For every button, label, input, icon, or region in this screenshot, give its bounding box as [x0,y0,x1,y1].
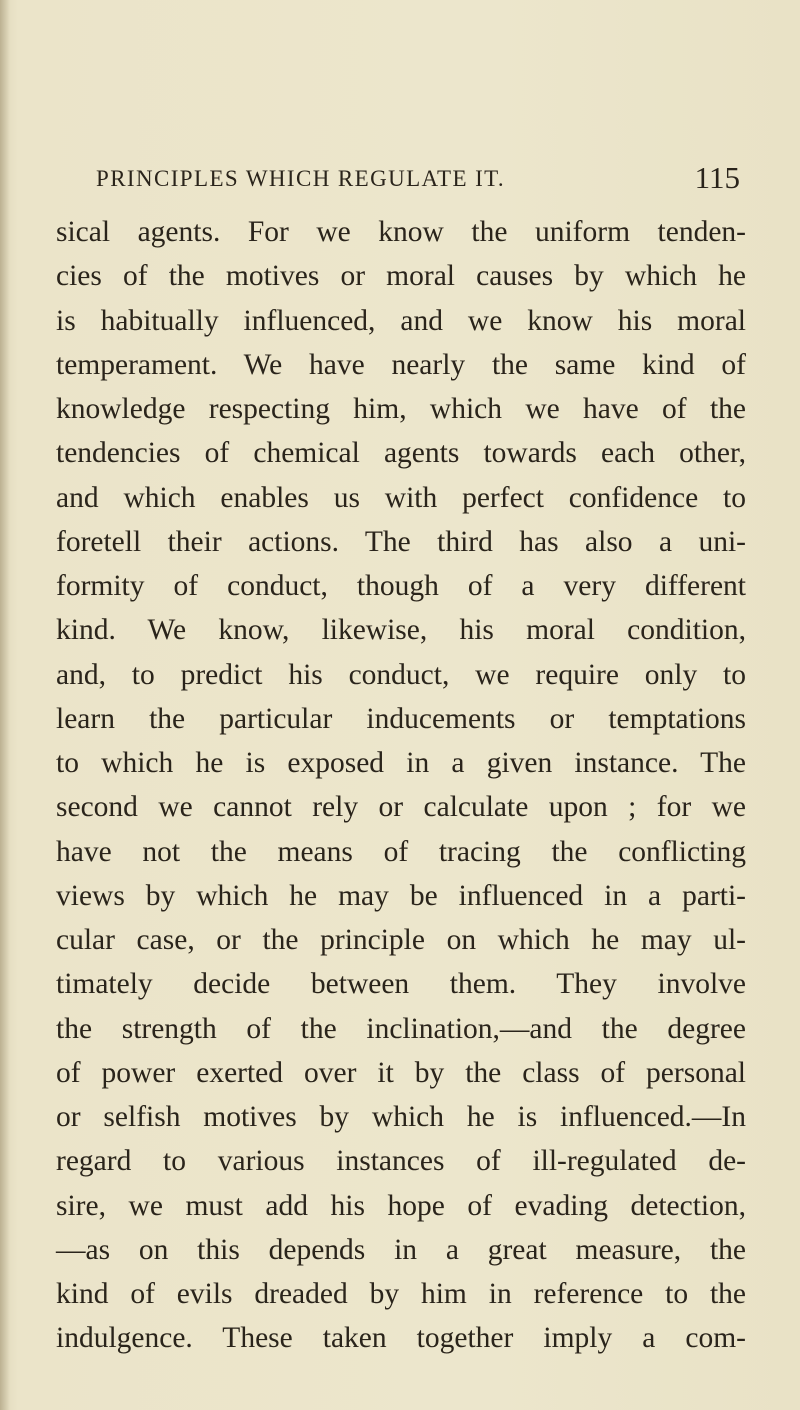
text-line: temperament. We have nearly the same kind of [56,348,746,381]
text-line: kind. We know, likewise, his moral condition, [56,614,746,647]
text-line: sire, we must add his hope of evading detection, [56,1189,746,1222]
text-line: tendencies of chemical agents towards each other, [56,437,746,470]
text-line: timately decide between them. They involve [56,968,746,1001]
text-line: cular case, or the principle on which he may ul- [56,924,746,956]
page-gutter-shadow [0,0,10,1410]
text-line: second we cannot rely or calculate upon ; for we [56,791,746,824]
text-line: have not the means of tracing the conflicting [56,835,746,868]
text-line: to which he is exposed in a given instance. The [56,747,746,779]
text-line: and, to predict his conduct, we require only to [56,658,746,691]
text-line: views by which he may be influenced in a parti- [56,879,746,912]
text-line: cies of the motives or moral causes by which he [56,260,746,293]
running-head [0,160,800,200]
text-line: —as on this depends in a great measure, the [56,1233,746,1266]
running-head-title: PRINCIPLES WHICH REGULATE IT. [96,166,506,191]
body-text [56,210,746,1361]
text-line: kind of evils dreaded by him in reference to the [56,1278,746,1310]
text-line: and which enables us with perfect confidence to [56,481,746,514]
text-line: or selfish motives by which he is influenced.—In [56,1101,746,1133]
text-line: sical agents. For we know the uniform tenden- [56,216,746,248]
text-line: knowledge respecting him, which we have of the [56,393,746,425]
text-line: regard to various instances of ill-regulated de- [56,1145,746,1178]
text-line: formity of conduct, though of a very different [56,570,746,602]
page-number: 115 [694,160,740,195]
text-line: of power exerted over it by the class of personal [56,1056,746,1089]
text-line: the strength of the inclination,—and the degree [56,1012,746,1045]
text-line: is habitually influenced, and we know his moral [56,304,746,337]
text-line: learn the particular inducements or temptations [56,702,746,735]
text-line: foretell their actions. The third has also a uni- [56,525,746,558]
text-line: indulgence. These taken together imply a com- [56,1322,746,1355]
